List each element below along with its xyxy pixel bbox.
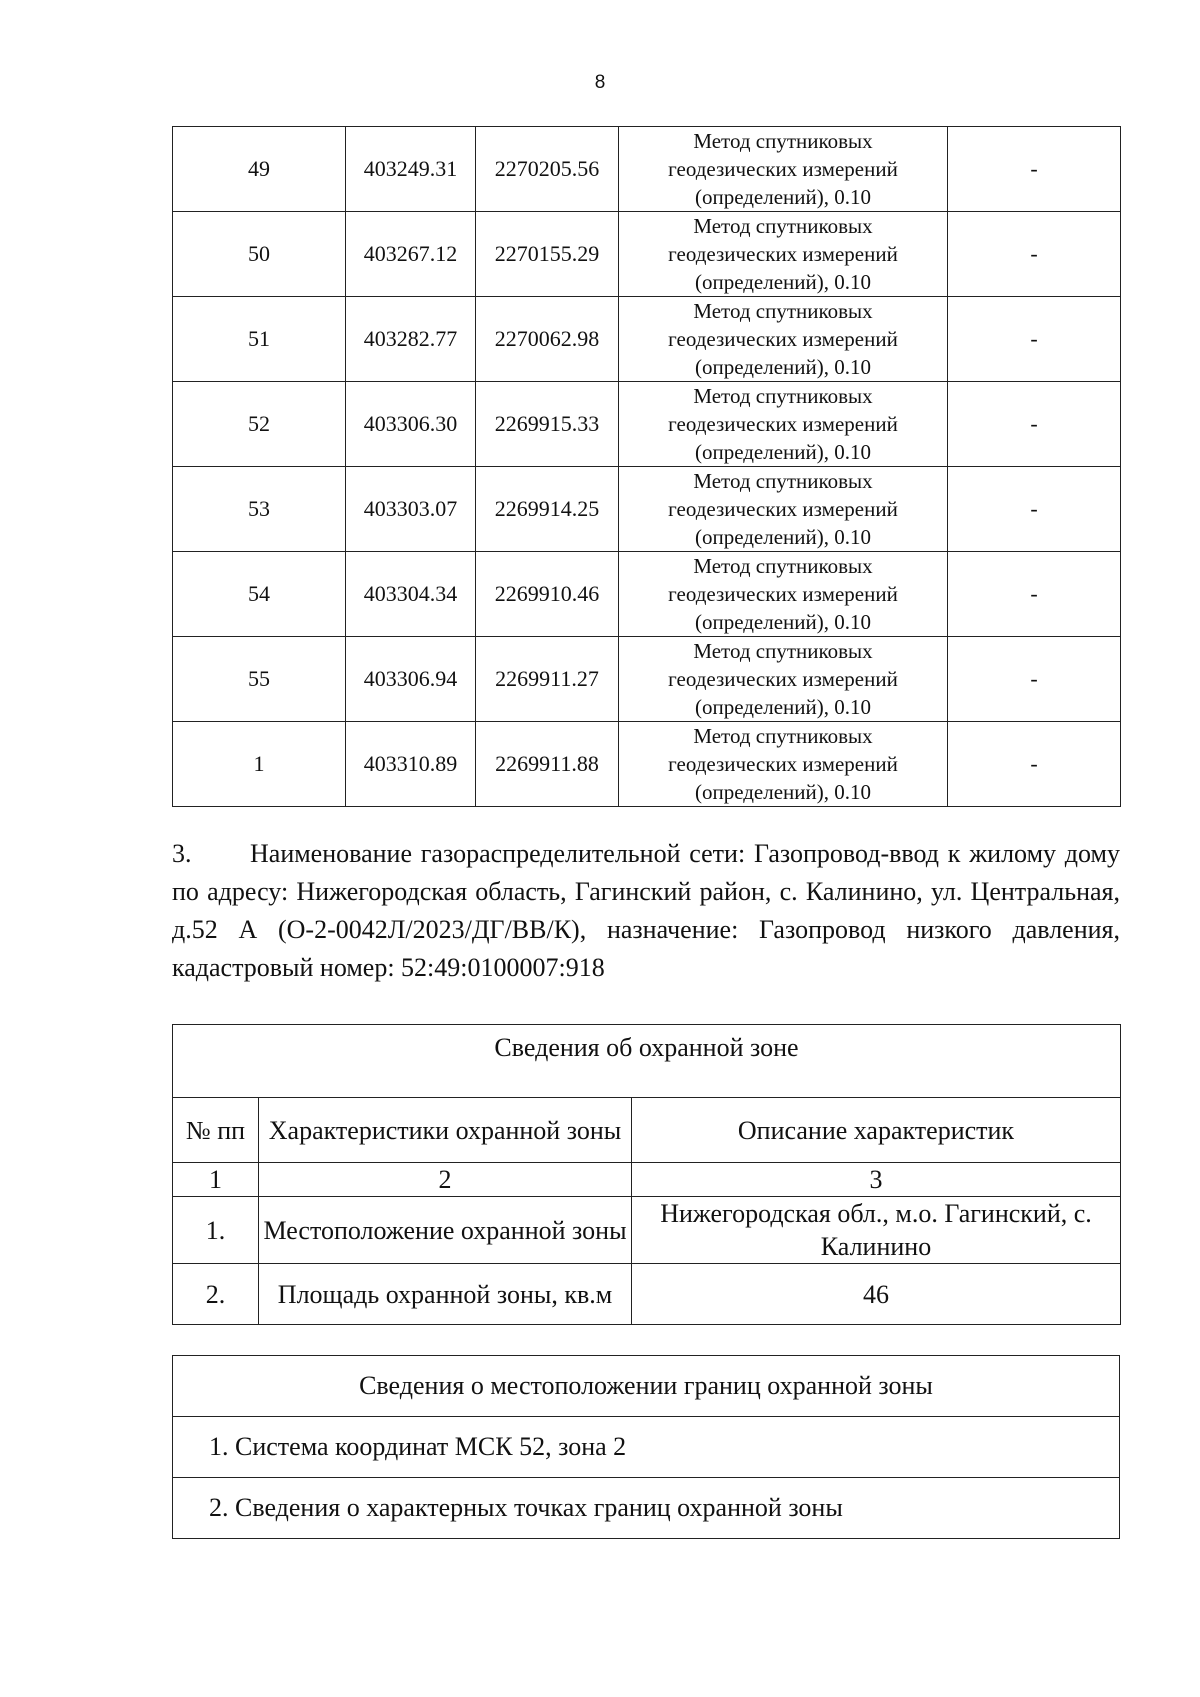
zone-info-table [172,1024,1121,1325]
accuracy-method-line: Метод спутниковых [693,724,873,748]
accuracy-method-line: геодезических измерений [668,242,898,266]
section-text: Наименование газораспределительной сети: Газопровод-ввод к жилому дому по адресу: Нижегородская область, Гагинский район, с. Калинино, ул. Центральная, д.52 А (О-2-0042Л/2023/ДГ/ВВ/К), назначение: Газопровод низкого давления, кадастровый номер: 52:49:0100007:918 [172,839,1120,982]
zone-colnum-3: 3 [632,1163,1121,1197]
coordinate-y: 2269910.46 [476,552,619,637]
page-number: 8 [594,72,606,93]
zone-table-title: Сведения об охранной зоне [173,1025,1121,1098]
accuracy-method-line: геодезических измерений [668,412,898,436]
location-item-characteristic-points: 2. Сведения о характерных точках границ охранной зоны [173,1478,1120,1539]
accuracy-method-line: Метод спутниковых [693,129,873,153]
point-number: 52 [173,382,346,467]
accuracy-method [619,297,948,382]
accuracy-method-line: Метод спутниковых [693,469,873,493]
point-number: 50 [173,212,346,297]
location-table-title: Сведения о местоположении границ охранной зоны [173,1356,1120,1417]
zone-row-number: 1. [173,1197,259,1264]
location-table [172,1355,1120,1539]
accuracy-method [619,722,948,807]
coordinate-x: 403306.94 [346,637,476,722]
zone-colnum-2: 2 [259,1163,632,1197]
zone-row-characteristic: Площадь охранной зоны, кв.м [259,1264,632,1325]
point-number: 54 [173,552,346,637]
coordinates-row [173,637,1121,722]
coordinate-y: 2269914.25 [476,467,619,552]
accuracy-method [619,212,948,297]
point-note: - [948,552,1121,637]
point-number: 55 [173,637,346,722]
point-number: 49 [173,127,346,212]
accuracy-method-line: (определений), 0.10 [694,440,872,464]
accuracy-method-line: Метод спутниковых [693,384,873,408]
coordinates-row [173,552,1121,637]
accuracy-method-line: геодезических измерений [668,157,898,181]
accuracy-method [619,552,948,637]
accuracy-method-line: (определений), 0.10 [694,695,872,719]
coordinates-row [173,467,1121,552]
zone-row-number: 2. [173,1264,259,1325]
accuracy-method-line: геодезических измерений [668,752,898,776]
point-number: 51 [173,297,346,382]
coordinate-y: 2270155.29 [476,212,619,297]
zone-table-title-row [173,1025,1121,1098]
accuracy-method-line: Метод спутниковых [693,214,873,238]
accuracy-method-line: (определений), 0.10 [694,610,872,634]
zone-table-row [173,1264,1121,1325]
accuracy-method-line: (определений), 0.10 [694,185,872,209]
coordinate-y: 2269911.88 [476,722,619,807]
coordinate-x: 403306.30 [346,382,476,467]
section-paragraph [172,835,1120,987]
zone-table-column-numbers [173,1163,1121,1197]
accuracy-method [619,382,948,467]
point-number: 53 [173,467,346,552]
accuracy-method-line: геодезических измерений [668,497,898,521]
accuracy-method [619,127,948,212]
accuracy-method-line: геодезических измерений [668,667,898,691]
coordinate-x: 403310.89 [346,722,476,807]
zone-header-characteristic: Характеристики охранной зоны [259,1098,632,1163]
coordinate-y: 2270205.56 [476,127,619,212]
accuracy-method-line: Метод спутниковых [693,299,873,323]
coordinates-table-body [173,127,1121,807]
point-note: - [948,382,1121,467]
accuracy-method [619,637,948,722]
location-item-coordinate-system: 1. Система координат МСК 52, зона 2 [173,1417,1120,1478]
accuracy-method-line: Метод спутниковых [693,554,873,578]
section-number: 3. [172,839,192,868]
coordinates-row [173,127,1121,212]
zone-table-header-row [173,1098,1121,1163]
location-table-row [173,1478,1120,1539]
accuracy-method-line: (определений), 0.10 [694,780,872,804]
zone-row-description: Нижегородская обл., м.о. Гагинский, с. Калинино [632,1197,1121,1264]
zone-row-description: 46 [632,1264,1121,1325]
coordinate-x: 403282.77 [346,297,476,382]
coordinate-x: 403304.34 [346,552,476,637]
coordinates-row [173,212,1121,297]
zone-table-row [173,1197,1121,1264]
zone-colnum-1: 1 [173,1163,259,1197]
accuracy-method-line: геодезических измерений [668,327,898,351]
location-table-row [173,1417,1120,1478]
point-note: - [948,212,1121,297]
accuracy-method-line: (определений), 0.10 [694,525,872,549]
point-note: - [948,722,1121,807]
accuracy-method-line: Метод спутниковых [693,639,873,663]
coordinates-row [173,382,1121,467]
zone-header-number: № пп [173,1098,259,1163]
zone-header-description: Описание характеристик [632,1098,1121,1163]
coordinate-y: 2270062.98 [476,297,619,382]
point-note: - [948,467,1121,552]
accuracy-method-line: (определений), 0.10 [694,355,872,379]
point-note: - [948,637,1121,722]
coordinate-y: 2269911.27 [476,637,619,722]
coordinates-table [172,126,1121,807]
coordinate-x: 403267.12 [346,212,476,297]
zone-row-characteristic: Местоположение охранной зоны [259,1197,632,1264]
coordinates-row [173,722,1121,807]
coordinates-row [173,297,1121,382]
coordinate-y: 2269915.33 [476,382,619,467]
location-table-title-row [173,1356,1120,1417]
accuracy-method-line: (определений), 0.10 [694,270,872,294]
coordinate-x: 403249.31 [346,127,476,212]
accuracy-method-line: геодезических измерений [668,582,898,606]
point-note: - [948,127,1121,212]
coordinate-x: 403303.07 [346,467,476,552]
accuracy-method [619,467,948,552]
point-number: 1 [173,722,346,807]
point-note: - [948,297,1121,382]
